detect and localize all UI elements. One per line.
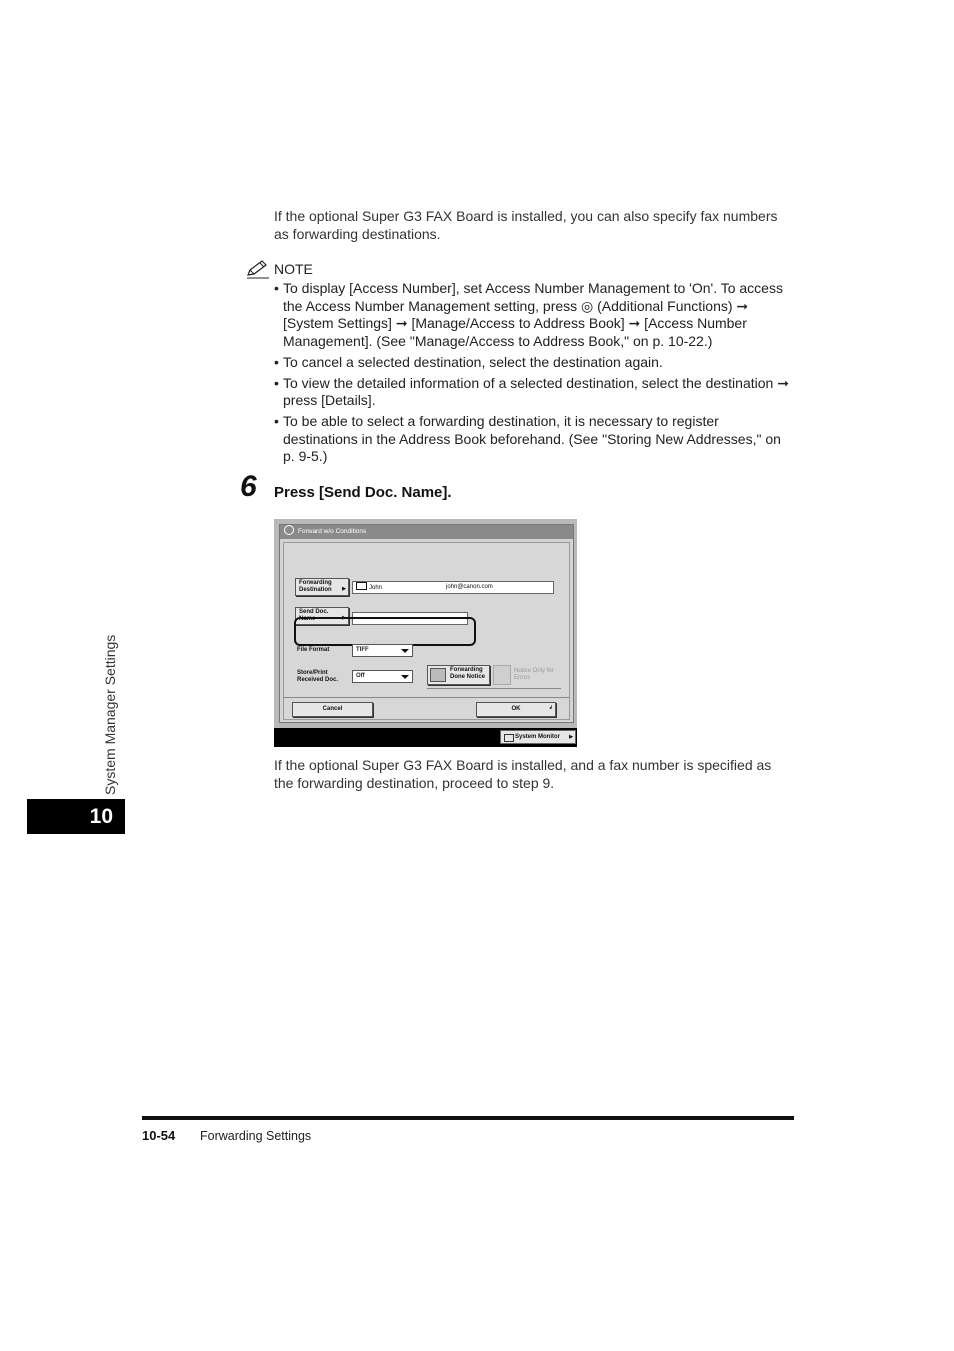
store-print-dropdown[interactable] (352, 670, 413, 683)
divider (427, 688, 561, 689)
screen-capture (274, 519, 577, 747)
destination-field[interactable] (352, 581, 554, 594)
ok-label: OK (511, 706, 521, 712)
enter-icon: ↲ (548, 705, 553, 711)
settings-panel (283, 542, 570, 720)
send-doc-name-label: Send Doc. Name (299, 609, 329, 622)
screen-title: Forward w/o Conditions (298, 528, 367, 535)
forwarding-destination-label: Forwarding Destination (299, 580, 332, 593)
note-item: • To cancel a selected destination, select the destination again. (274, 354, 796, 372)
destination-address: john@canon.com (446, 584, 493, 590)
note-label: NOTE (274, 261, 313, 277)
intro-paragraph: If the optional Super G3 FAX Board is installed, you can also specify fax numbers as forwarding destinations. (274, 208, 778, 242)
step-instruction: Press [Send Doc. Name]. (274, 484, 452, 501)
file-format-label: File Format (297, 647, 330, 653)
step-number: 6 (240, 470, 257, 503)
chevron-down-icon (401, 649, 409, 653)
highlight-frame (294, 617, 476, 646)
arrow-right-icon: ▶ (342, 615, 346, 621)
address-book-icon (356, 582, 367, 590)
note-item: • To display [Access Number], set Access Number Management to 'On'. To access the Access Number Management setting, press ◎ (Additional Functions) ➞ [System Settings] ➞ [Manage/Access to Address Book] ➞ [Access Number Management]. (See "Manage/Access to Address Book," on p. 10-22.) (274, 280, 796, 350)
monitor-icon (504, 734, 514, 742)
note-list (274, 280, 796, 469)
note-item: • To view the detailed information of a selected destination, select the destination ➞ press [Details]. (274, 375, 796, 410)
ok-button[interactable] (476, 702, 556, 717)
destination-name: John (369, 585, 383, 591)
section-sidebar-label: System Manager Settings (102, 634, 118, 795)
system-monitor-button[interactable] (500, 730, 576, 744)
arrow-right-icon: ▶ (342, 586, 346, 592)
notice-errors-checkbox[interactable] (493, 665, 511, 685)
divider (284, 697, 569, 698)
screen-window (279, 524, 574, 723)
file-format-dropdown[interactable] (352, 644, 413, 657)
forwarding-done-notice-button[interactable] (427, 665, 490, 685)
store-print-label: Store/Print Received Doc. (297, 670, 339, 683)
forward-icon (284, 525, 294, 535)
pencil-note-icon (246, 259, 270, 279)
note-item: • To be able to select a forwarding destination, it is necessary to register destinations in the Address Book beforehand. (See "Storing New Addresses," on p. 9-5.) (274, 413, 796, 466)
arrow-right-icon: ▶ (569, 734, 573, 740)
page-number: 10-54 (142, 1128, 176, 1143)
chevron-down-icon (401, 675, 409, 679)
system-monitor-label: System Monitor (515, 734, 561, 740)
forwarding-done-notice-label: Forwarding Done Notice (450, 667, 486, 680)
file-format-value: TIFF (356, 647, 369, 653)
footer-title: Forwarding Settings (200, 1129, 312, 1143)
notice-errors-label: Notice Only for Errors (514, 668, 554, 681)
screen-titlebar (280, 525, 573, 539)
footer-rule (142, 1116, 794, 1120)
forwarding-destination-button[interactable] (295, 578, 349, 596)
notice-icon (430, 668, 446, 682)
outro-paragraph: If the optional Super G3 FAX Board is installed, and a fax number is specified as the forwarding destination, proceed to step 9. (274, 757, 772, 791)
store-print-value: Off (356, 673, 365, 679)
chapter-tab: 10 (27, 799, 125, 834)
cancel-button[interactable]: Cancel (292, 702, 373, 717)
